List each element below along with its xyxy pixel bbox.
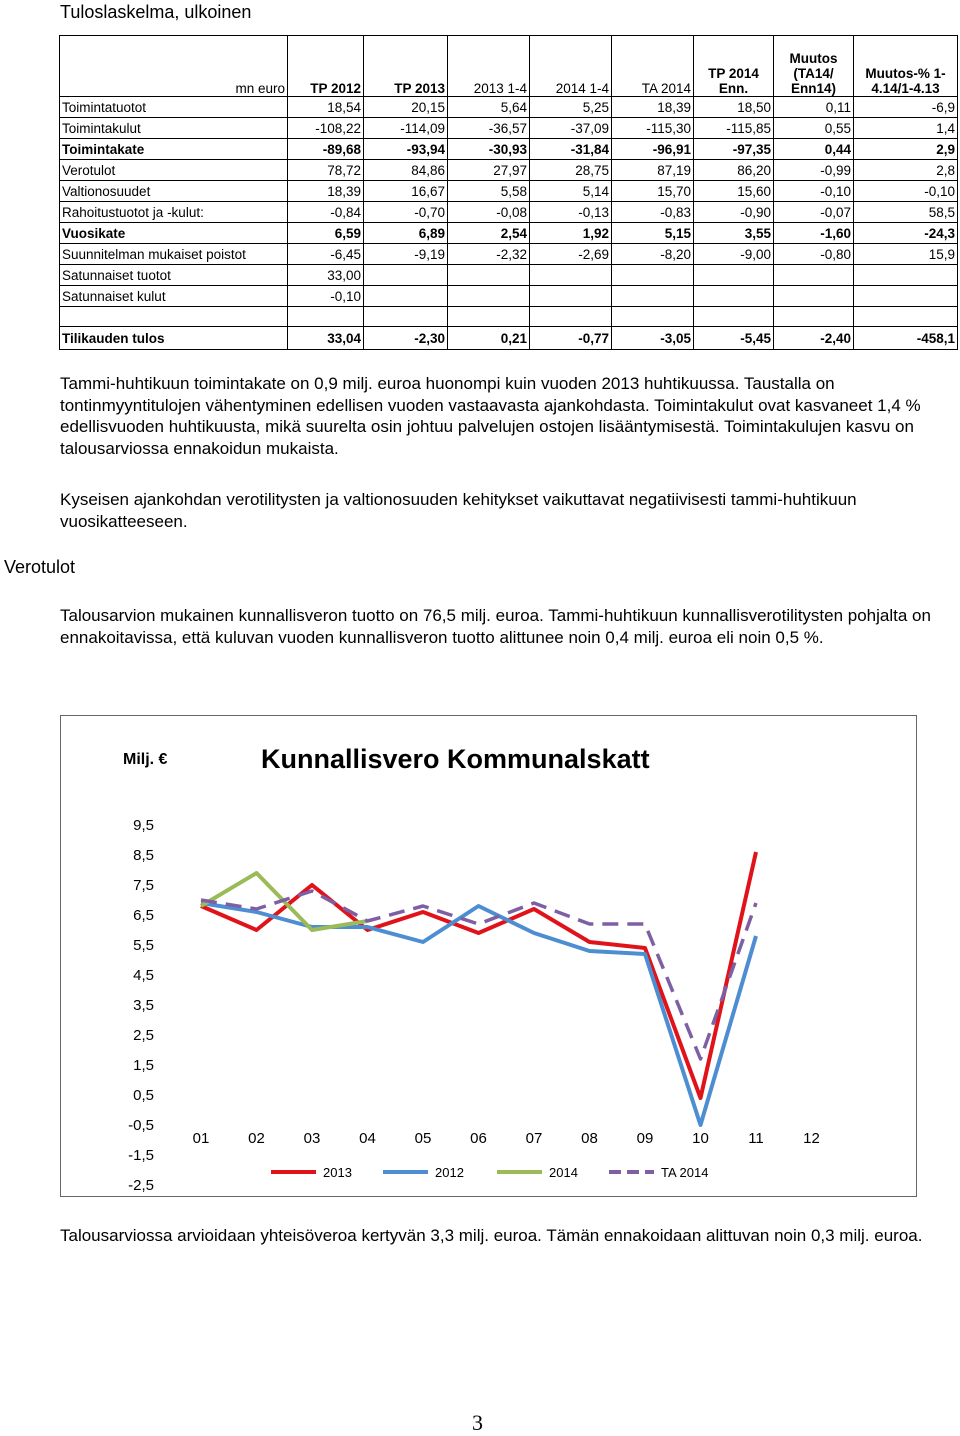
x-tick-label: 09 [636, 1130, 654, 1147]
table-cell: 78,72 [288, 160, 364, 181]
table-row [60, 118, 958, 139]
table-cell: -97,35 [694, 139, 774, 160]
table-cell: 20,15 [364, 97, 448, 118]
table-cell: -0,07 [774, 202, 854, 223]
table-cell: 1,4 [854, 118, 958, 139]
table-cell: -458,1 [854, 327, 958, 350]
table-cell: -0,70 [364, 202, 448, 223]
legend-label: TA 2014 [661, 1165, 709, 1180]
table-cell [364, 286, 448, 307]
header-col: TP 2012 [288, 36, 364, 97]
table-cell: -93,94 [364, 139, 448, 160]
tax-chart [61, 716, 916, 1196]
table-cell: -2,32 [448, 244, 530, 265]
table-cell: 28,75 [530, 160, 612, 181]
table-row [60, 181, 958, 202]
income-statement-table [59, 35, 958, 350]
table-cell: 18,50 [694, 97, 774, 118]
x-tick-label: 06 [470, 1130, 487, 1147]
table-cell [774, 307, 854, 327]
table-cell: 2,8 [854, 160, 958, 181]
y-axis-label: Milj. € [123, 751, 168, 768]
table-cell: 58,5 [854, 202, 958, 223]
y-tick-label: 0,5 [133, 1087, 154, 1104]
table-spacer-row [60, 307, 958, 327]
table-cell: -0,10 [854, 181, 958, 202]
table-cell [854, 265, 958, 286]
y-tick-label: 4,5 [133, 967, 154, 984]
row-label: Toimintatuotot [60, 97, 288, 118]
row-label: Rahoitustuotot ja -kulut: [60, 202, 288, 223]
table-row [60, 327, 958, 350]
table-cell: -37,09 [530, 118, 612, 139]
y-tick-label: 8,5 [133, 847, 154, 864]
legend-label: 2013 [323, 1165, 352, 1180]
row-label: Satunnaiset kulut [60, 286, 288, 307]
row-label: Vuosikate [60, 223, 288, 244]
table-cell: 0,11 [774, 97, 854, 118]
table-cell [364, 307, 448, 327]
row-label: Toimintakulut [60, 118, 288, 139]
table-cell: -0,83 [612, 202, 694, 223]
legend-label: 2012 [435, 1165, 464, 1180]
y-tick-label: 3,5 [133, 997, 154, 1014]
table-cell: -0,13 [530, 202, 612, 223]
paragraph: Talousarviossa arvioidaan yhteisöveroa kertyvän 3,3 milj. euroa. Tämän ennakoidaan alittuvan noin 0,3 milj. euroa. [60, 1226, 923, 1245]
table-cell [612, 265, 694, 286]
x-tick-label: 02 [248, 1130, 265, 1147]
table-cell [364, 265, 448, 286]
table-cell: -6,45 [288, 244, 364, 265]
table-cell: 2,54 [448, 223, 530, 244]
header-col: TP 2013 [364, 36, 448, 97]
page-title: Tuloslaskelma, ulkoinen [60, 2, 252, 22]
table-cell [694, 265, 774, 286]
y-tick-label: 2,5 [133, 1027, 154, 1044]
table-row [60, 223, 958, 244]
table-cell [448, 286, 530, 307]
row-label: Satunnaiset tuotot [60, 265, 288, 286]
x-tick-label: 08 [581, 1130, 598, 1147]
table-cell: 0,55 [774, 118, 854, 139]
legend-label: 2014 [549, 1165, 578, 1180]
table-cell [612, 286, 694, 307]
table-cell: -9,00 [694, 244, 774, 265]
row-label: Tilikauden tulos [60, 327, 288, 350]
table-cell: -0,77 [530, 327, 612, 350]
row-label: Verotulot [60, 160, 288, 181]
header-col: Muutos (TA14/ Enn14) [774, 36, 854, 97]
table-cell: -0,80 [774, 244, 854, 265]
table-cell: 33,04 [288, 327, 364, 350]
table-cell: 5,15 [612, 223, 694, 244]
table-cell [612, 307, 694, 327]
page-number: 3 [472, 1410, 483, 1435]
table-row [60, 97, 958, 118]
table-cell [448, 307, 530, 327]
table-cell: -3,05 [612, 327, 694, 350]
header-col: Muutos-% 1-4.14/1-4.13 [854, 36, 958, 97]
x-tick-label: 07 [525, 1130, 543, 1147]
table-cell: -31,84 [530, 139, 612, 160]
header-col: TP 2014 Enn. [694, 36, 774, 97]
table-row [60, 286, 958, 307]
series-line-2013 [201, 852, 756, 1098]
table-cell: 18,39 [612, 97, 694, 118]
table-cell [60, 307, 288, 327]
table-cell: 5,14 [530, 181, 612, 202]
x-tick-label: 01 [192, 1130, 210, 1147]
x-tick-label: 05 [414, 1130, 432, 1147]
table-cell: 0,21 [448, 327, 530, 350]
table-cell: -115,85 [694, 118, 774, 139]
table-cell [448, 265, 530, 286]
table-cell: 33,00 [288, 265, 364, 286]
table-row [60, 202, 958, 223]
table-cell: -89,68 [288, 139, 364, 160]
x-tick-label: 03 [303, 1130, 321, 1147]
table-cell: 3,55 [694, 223, 774, 244]
header-col: TA 2014 [612, 36, 694, 97]
y-tick-label: -2,5 [128, 1177, 154, 1194]
table-cell: 5,64 [448, 97, 530, 118]
table-cell: -0,84 [288, 202, 364, 223]
y-tick-label: 9,5 [133, 817, 154, 834]
y-tick-label: 6,5 [133, 907, 154, 924]
table-header-row [60, 36, 958, 97]
table-cell: 18,54 [288, 97, 364, 118]
table-cell [530, 265, 612, 286]
table-cell [854, 307, 958, 327]
table-cell: -6,9 [854, 97, 958, 118]
table-cell: 15,9 [854, 244, 958, 265]
table-cell: -2,69 [530, 244, 612, 265]
table-cell: -0,99 [774, 160, 854, 181]
header-col: 2014 1-4 [530, 36, 612, 97]
table-cell [288, 307, 364, 327]
row-label: Suunnitelman mukaiset poistot [60, 244, 288, 265]
table-row [60, 265, 958, 286]
table-cell: -0,90 [694, 202, 774, 223]
table-cell: -0,08 [448, 202, 530, 223]
table-cell [854, 286, 958, 307]
y-tick-label: -0,5 [128, 1117, 154, 1134]
table-cell [774, 286, 854, 307]
table-row [60, 244, 958, 265]
table-cell: 15,70 [612, 181, 694, 202]
y-tick-label: 5,5 [133, 937, 154, 954]
table-cell: 15,60 [694, 181, 774, 202]
table-cell: 2,9 [854, 139, 958, 160]
table-cell: 18,39 [288, 181, 364, 202]
table-cell [530, 307, 612, 327]
y-tick-label: -1,5 [128, 1147, 154, 1164]
table-cell: 16,67 [364, 181, 448, 202]
table-cell [694, 307, 774, 327]
table-row [60, 160, 958, 181]
paragraph: Talousarvion mukainen kunnallisveron tuotto on 76,5 milj. euroa. Tammi-huhtikuun kunnallisverotilitysten pohjalta on ennakoitavissa, että kuluvan vuoden kunnallisveron tuotto alittunee noin 0,4 milj. euroa eli noin 0,5 %. [60, 606, 931, 647]
table-cell: 0,44 [774, 139, 854, 160]
table-cell: -5,45 [694, 327, 774, 350]
table-cell [694, 286, 774, 307]
table-cell: -2,40 [774, 327, 854, 350]
y-tick-label: 1,5 [133, 1057, 154, 1074]
table-cell: 6,59 [288, 223, 364, 244]
table-cell: -115,30 [612, 118, 694, 139]
table-cell: -0,10 [288, 286, 364, 307]
table-cell: 5,58 [448, 181, 530, 202]
x-tick-label: 11 [748, 1130, 764, 1147]
table-cell: -2,30 [364, 327, 448, 350]
table-cell: 5,25 [530, 97, 612, 118]
x-tick-label: 12 [803, 1130, 820, 1147]
table-cell: 87,19 [612, 160, 694, 181]
header-col: 2013 1-4 [448, 36, 530, 97]
table-cell: -114,09 [364, 118, 448, 139]
table-cell: 6,89 [364, 223, 448, 244]
table-cell: 27,97 [448, 160, 530, 181]
y-tick-label: 7,5 [133, 877, 154, 894]
x-tick-label: 10 [692, 1130, 709, 1147]
table-cell: -24,3 [854, 223, 958, 244]
table-cell: 84,86 [364, 160, 448, 181]
chart-title: Kunnallisvero Kommunalskatt [261, 744, 650, 774]
table-cell: -96,91 [612, 139, 694, 160]
side-label: Verotulot [4, 557, 76, 577]
paragraph: Tammi-huhtikuun toimintakate on 0,9 milj. euroa huonompi kuin vuoden 2013 huhtikuussa. Taustalla on tontinmyyntitulojen vähentyminen edellisen vuoden vastaavasta ajankohdasta. Toimintakulut ovat kasvaneet 1,4 % edellisvuoden huhtikuusta, mikä suurelta osin johtuu palvelujen ostojen lisääntymisestä. Toimintakulujen kasvu on talousarviossa ennakoidun mukaista. [60, 374, 921, 458]
row-label: Valtionosuudet [60, 181, 288, 202]
table-cell [530, 286, 612, 307]
series-line-2012 [201, 903, 756, 1125]
table-cell: -30,93 [448, 139, 530, 160]
row-label: Toimintakate [60, 139, 288, 160]
table-cell [774, 265, 854, 286]
chart-container [60, 715, 917, 1197]
table-cell: -8,20 [612, 244, 694, 265]
table-cell: -1,60 [774, 223, 854, 244]
x-tick-label: 04 [359, 1130, 376, 1147]
table-cell: -108,22 [288, 118, 364, 139]
header-unit: mn euro [60, 36, 288, 97]
table-cell: -0,10 [774, 181, 854, 202]
table-cell: -9,19 [364, 244, 448, 265]
paragraph: Kyseisen ajankohdan verotilitysten ja valtionosuuden kehitykset vaikuttavat negatiivisesti tammi-huhtikuun vuosikatteeseen. [60, 490, 857, 531]
table-cell: 86,20 [694, 160, 774, 181]
table-cell: 1,92 [530, 223, 612, 244]
table-cell: -36,57 [448, 118, 530, 139]
table-row [60, 139, 958, 160]
